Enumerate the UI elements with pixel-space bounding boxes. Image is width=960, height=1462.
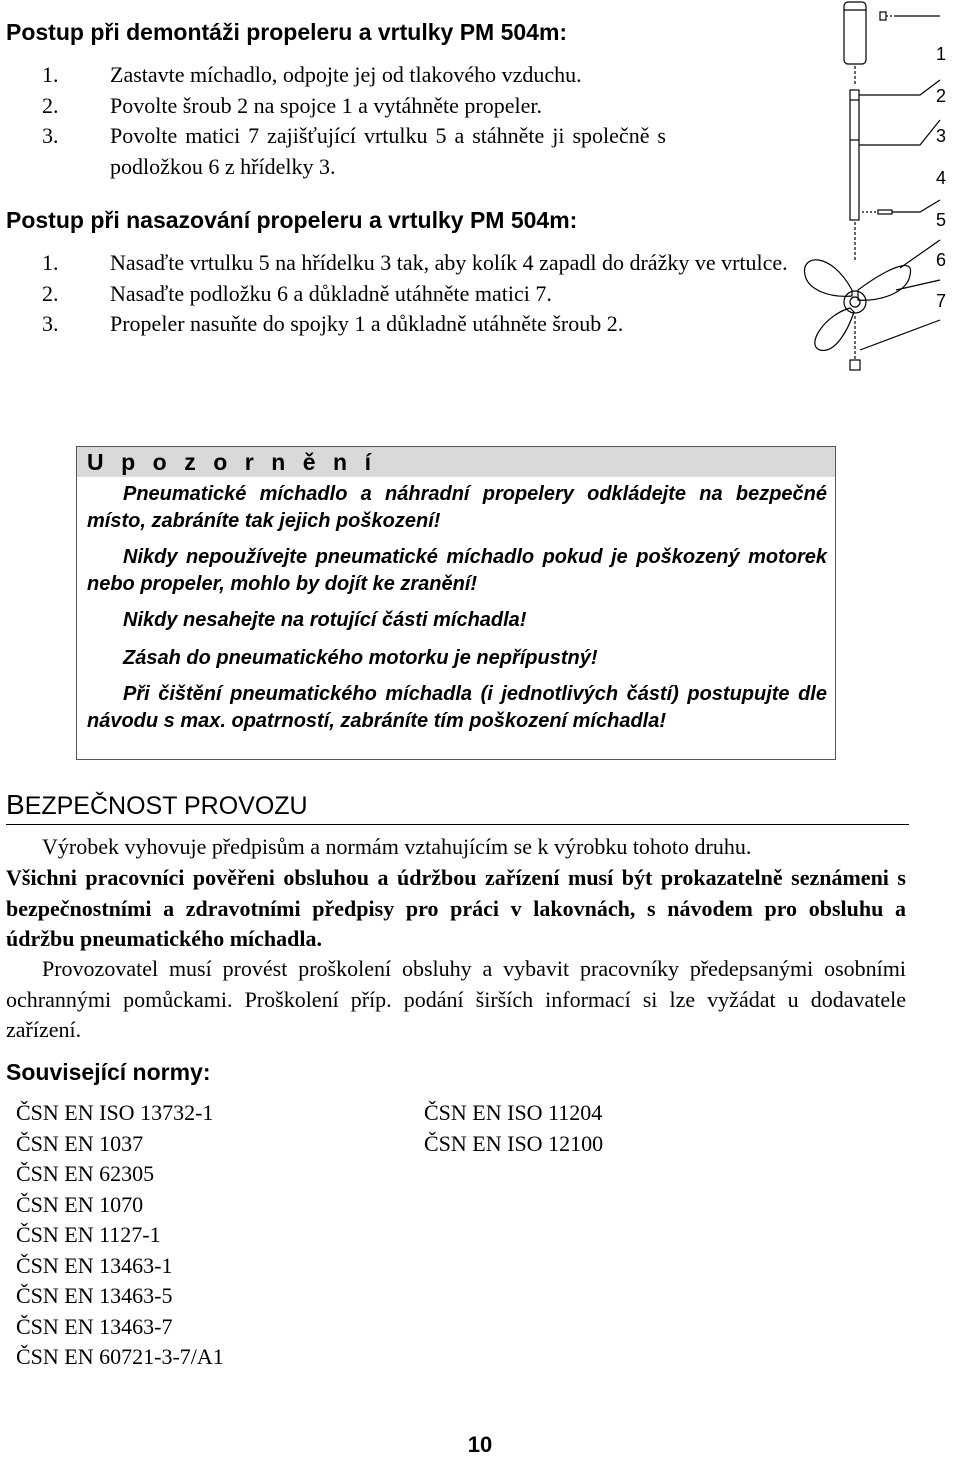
propeller-blade-right xyxy=(858,266,911,301)
warning-title: Upozornění xyxy=(77,447,835,477)
warning-paragraph: Nikdy nesahejte na rotující části míchadla! xyxy=(123,609,527,631)
step-text: Propeler nasuňte do spojky 1 a důkladně utáhněte šroub 2. xyxy=(110,311,624,337)
part-label-7: 7 xyxy=(936,291,947,311)
norm-item: ČSN EN ISO 11204 xyxy=(424,1100,603,1125)
disassembly-steps xyxy=(6,60,666,182)
norm-item: ČSN EN ISO 12100 xyxy=(424,1130,604,1156)
propeller-blade-left xyxy=(804,260,852,296)
step-number: 1. xyxy=(42,62,59,87)
page-number: 10 xyxy=(467,1432,493,1457)
step-number: 2. xyxy=(42,280,59,306)
step-text: Zastavte míchadlo, odpojte jej od tlakového vzduchu. xyxy=(110,62,582,87)
step-text: Povolte šroub 2 na spojce 1 a vytáhněte propeler. xyxy=(110,92,542,118)
norm-item: ČSN EN 13463-1 xyxy=(16,1252,173,1278)
step-text: Nasaďte podložku 6 a důkladně utáhněte matici 7. xyxy=(110,280,552,306)
norm-item: ČSN EN 13463-5 xyxy=(16,1283,173,1308)
warning-box xyxy=(76,446,836,760)
list-item xyxy=(6,279,788,310)
nut-part xyxy=(850,360,860,370)
assembly-steps xyxy=(6,248,788,340)
list-item xyxy=(6,60,666,91)
norm-item: ČSN EN 62305 xyxy=(16,1161,155,1186)
safety-heading-initial: B xyxy=(6,789,25,820)
list-item xyxy=(6,309,788,340)
safety-paragraph-2: Všichni pracovníci pověřeni obsluhou a údržbou zařízení musí být prokazatelně seznámeni s bezpečnostními a zdravotními předpisy pro práci v lakovnách, s návodem pro obsluhu a údržbu pneumatického míchadla. xyxy=(6,865,906,951)
norms-heading: Související normy: xyxy=(6,1059,211,1085)
step-number: 3. xyxy=(42,123,59,149)
step-number: 2. xyxy=(42,92,59,118)
part-label-6: 6 xyxy=(936,250,947,270)
safety-paragraph-3: Provozovatel musí provést proškolení obsluhy a vybavit pracovníky předepsanými osobními ochrannými pomůckami. Proškolení příp. podání širších informací si lze vyžádat u dodavatele zařízení. xyxy=(6,956,906,1042)
norm-item: ČSN EN 1070 xyxy=(16,1191,144,1217)
part-label-4: 4 xyxy=(936,168,947,188)
part-label-5: 5 xyxy=(936,210,947,230)
warning-paragraph: Pneumatické míchadlo a náhradní propelery odkládejte na bezpečné místo, zabráníte tak jejich poškození! xyxy=(87,483,827,532)
norms-list-right xyxy=(424,1098,603,1159)
step-number: 3. xyxy=(42,311,59,337)
heading-rule xyxy=(6,824,909,825)
norm-item: ČSN EN 13463-7 xyxy=(16,1313,173,1339)
screw-part xyxy=(880,12,886,20)
list-item xyxy=(6,248,788,279)
step-number: 1. xyxy=(42,250,59,275)
step-text: Nasaďte vrtulku 5 na hřídelku 3 tak, aby kolík 4 zapadl do drážky ve vrtulce. xyxy=(110,250,788,275)
norm-item: ČSN EN 1127-1 xyxy=(16,1222,161,1247)
safety-heading-rest: EZPEČNOST PROVOZU xyxy=(24,792,308,820)
part-label-2: 2 xyxy=(936,86,947,106)
norm-item: ČSN EN 1037 xyxy=(16,1130,144,1156)
norm-item: ČSN EN 60721-3-7/A1 xyxy=(16,1344,224,1369)
step-text: Povolte matici 7 zajišťující vrtulku 5 a stáhněte ji společně s podložkou 6 z hřídelky 3. xyxy=(110,123,666,179)
list-item xyxy=(6,121,666,182)
norms-list-left xyxy=(16,1098,224,1373)
warning-paragraph: Při čištění pneumatického míchadla (i jednotlivých částí) postupujte dle návodu s max. opatrností, zabráníte tím poškození míchadla! xyxy=(87,683,827,732)
list-item xyxy=(6,91,666,122)
part-label-1: 1 xyxy=(936,44,947,64)
warning-paragraph: Zásah do pneumatického motorku je nepřípustný! xyxy=(123,647,598,669)
section-title-disassembly: Postup při demontáži propeleru a vrtulky PM 504m: xyxy=(6,19,568,45)
propeller-hub xyxy=(844,291,866,313)
propeller-blade-bottom xyxy=(815,308,854,350)
pin-part xyxy=(878,210,892,214)
norm-item: ČSN EN ISO 13732-1 xyxy=(16,1100,214,1125)
shaft-part xyxy=(850,90,859,220)
part-label-3: 3 xyxy=(936,126,947,146)
safety-heading xyxy=(6,790,308,821)
propeller-assembly-diagram xyxy=(800,0,960,385)
safety-paragraph-1: Výrobek vyhovuje předpisům a normám vztahujícím se k výrobku tohoto druhu. xyxy=(42,834,752,859)
section-title-assembly: Postup při nasazování propeleru a vrtulky PM 504m: xyxy=(6,207,578,233)
warning-paragraph: Nikdy nepoužívejte pneumatické míchadlo pokud je poškozený motorek nebo propeler, mohlo by dojít ke zranění! xyxy=(87,546,827,595)
coupling-part xyxy=(844,2,866,64)
